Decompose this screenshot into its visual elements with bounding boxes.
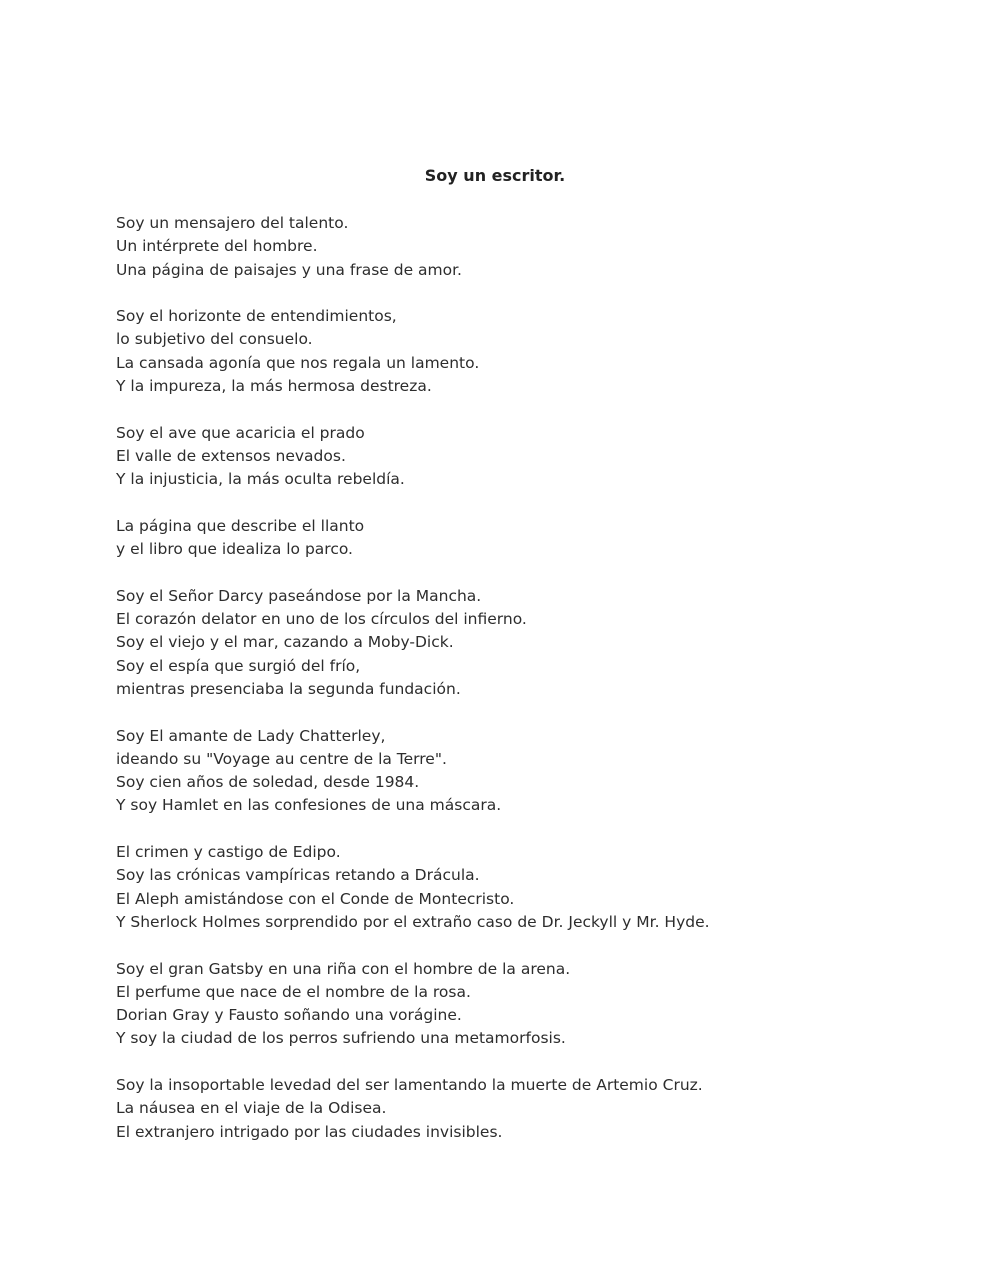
poem-line: Soy un mensajero del talento. [116, 214, 349, 232]
poem-stanza [116, 212, 956, 282]
poem-line: Soy cien años de soledad, desde 1984. [116, 773, 420, 792]
poem-line: Y Sherlock Holmes sorprendido por el extraño caso de Dr. Jeckyll y Mr. Hyde. [116, 912, 710, 931]
poem-line: Una página de paisajes y una frase de amor. [116, 260, 462, 279]
poem-stanza [116, 1074, 956, 1144]
poem-line: La náusea en el viaje de la Odisea. [116, 1099, 387, 1118]
poem-line: Soy el gran Gatsby en una riña con el hombre de la arena. [116, 959, 571, 978]
poem-line: Un intérprete del hombre. [116, 237, 318, 256]
poem-title: Soy un escritor. [424, 166, 566, 185]
poem-line: Soy el viejo y el mar, cazando a Moby-Dick. [116, 633, 454, 652]
poem-line: Soy El amante de Lady Chatterley, [116, 726, 386, 745]
poem-stanza [116, 422, 956, 492]
poem-line: Y soy Hamlet en las confesiones de una máscara. [116, 796, 502, 815]
poem-stanza [116, 585, 956, 701]
poem-line: Soy la insoportable levedad del ser lamentando la muerte de Artemio Cruz. [116, 1075, 703, 1094]
poem-line: Soy el espía que surgió del frío, [116, 656, 361, 675]
poem-line: Soy el ave que acaricia el prado [116, 423, 365, 442]
poem-line: Dorian Gray y Fausto soñando una vorágine. [116, 1006, 462, 1025]
poem-line: El valle de extensos nevados. [116, 446, 346, 465]
poem-stanza [116, 958, 956, 1051]
poem-line: La página que describe el llanto [116, 516, 365, 535]
poem-body [116, 212, 956, 1167]
poem-line: Soy las crónicas vampíricas retando a Drácula. [116, 866, 480, 885]
poem-line: Y la impureza, la más hermosa destreza. [116, 377, 432, 396]
poem-line: lo subjetivo del consuelo. [116, 330, 313, 349]
poem-line: Soy el horizonte de entendimientos, [116, 307, 397, 326]
poem-line: El Aleph amistándose con el Conde de Montecristo. [116, 889, 515, 908]
poem-line: El corazón delator en uno de los círculos del infierno. [116, 610, 527, 629]
poem-line: y el libro que idealiza lo parco. [116, 540, 353, 559]
poem-line: ideando su "Voyage au centre de la Terre". [116, 749, 447, 768]
poem-stanza [116, 305, 956, 398]
poem-stanza [116, 841, 956, 934]
poem-stanza [116, 725, 956, 818]
poem-line: Soy el Señor Darcy paseándose por la Mancha. [116, 586, 482, 605]
poem-line: El perfume que nace de el nombre de la rosa. [116, 982, 471, 1001]
poem-line: La cansada agonía que nos regala un lamento. [116, 353, 480, 372]
poem-line: Y la injusticia, la más oculta rebeldía. [116, 470, 405, 489]
poem-stanza [116, 515, 956, 562]
poem-line: El crimen y castigo de Edipo. [116, 843, 341, 862]
poem-line: mientras presenciaba la segunda fundación. [116, 679, 461, 698]
poem-line: Y soy la ciudad de los perros sufriendo una metamorfosis. [116, 1029, 566, 1048]
poem-line: El extranjero intrigado por las ciudades invisibles. [116, 1122, 503, 1141]
